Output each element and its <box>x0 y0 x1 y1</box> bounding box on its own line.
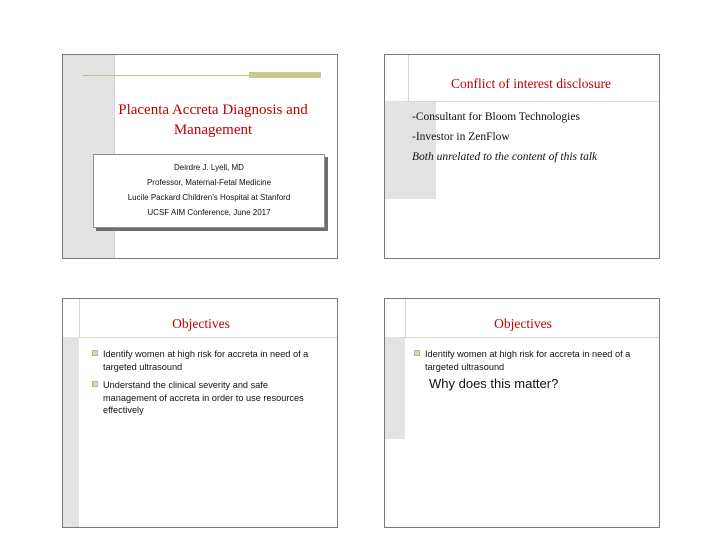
list-item: Identify women at high risk for accreta in need of a targeted ultrasound <box>414 348 646 373</box>
disclosure-line: -Investor in ZenFlow <box>412 131 510 143</box>
question-text: Why does this matter? <box>429 376 559 391</box>
title-rule <box>401 337 660 338</box>
author-name: Deirdre J. Lyell, MD <box>174 163 244 172</box>
list-item: Understand the clinical severity and safe management of accreta in order to use resources effectively <box>92 379 324 417</box>
bullet-square-icon <box>92 350 98 356</box>
objectives-list <box>92 348 324 423</box>
objectives-list <box>414 348 646 379</box>
slide-2 <box>384 54 660 259</box>
author-institution: Lucile Packard Children’s Hospital at Stanford <box>127 193 291 202</box>
slide-3 <box>62 298 338 528</box>
list-item: Identify women at high risk for accreta in need of a targeted ultrasound <box>92 348 324 373</box>
disclosure-line: -Consultant for Bloom Technologies <box>412 111 580 123</box>
disclosure-note: Both unrelated to the content of this talk <box>412 151 598 163</box>
author-info-box <box>93 154 325 228</box>
slide-title: Placenta Accreta Diagnosis and Management <box>118 102 308 138</box>
slide-title: Objectives <box>172 316 230 331</box>
title-rule <box>79 337 338 338</box>
title-rule <box>403 101 660 102</box>
slide-title: Objectives <box>494 316 552 331</box>
slide-sidebar-band <box>385 337 405 439</box>
slide-4 <box>384 298 660 528</box>
top-accent-bar <box>249 72 321 78</box>
author-position: Professor, Maternal-Fetal Medicine <box>146 178 272 187</box>
bullet-square-icon <box>92 381 98 387</box>
bullet-square-icon <box>414 350 420 356</box>
slide-1 <box>62 54 338 259</box>
slide-title: Conflict of interest disclosure <box>450 76 612 91</box>
conference: UCSF AIM Conference, June 2017 <box>147 208 271 217</box>
slide-sidebar-band <box>63 337 79 527</box>
